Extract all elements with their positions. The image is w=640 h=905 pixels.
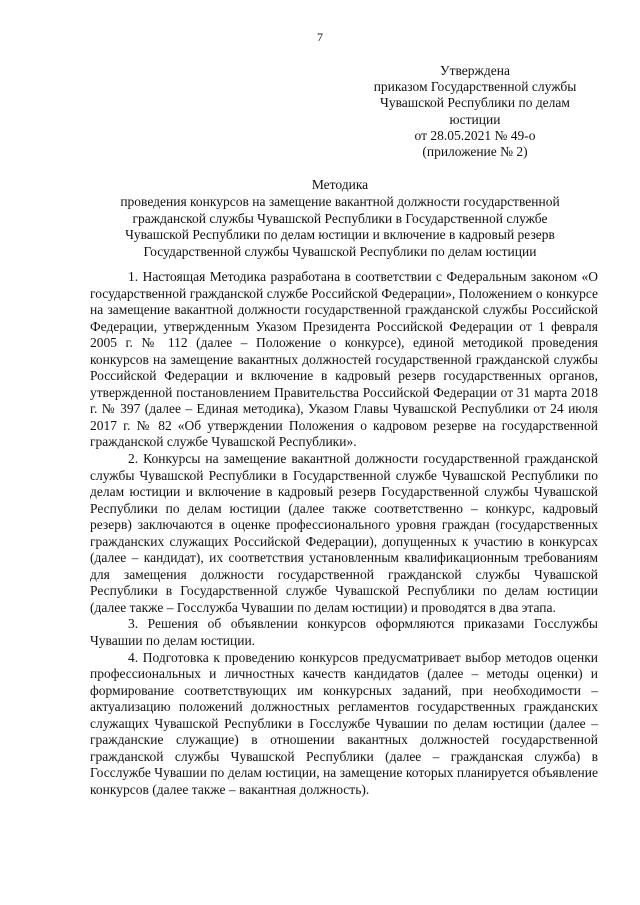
- approval-line: (приложение № 2): [422, 144, 528, 160]
- document-title-block: [90, 177, 590, 261]
- approval-line: Утверждена: [440, 63, 510, 78]
- subtitle-line: Чувашской Республики по делам юстиции и включение в кадровый резерв: [125, 227, 555, 243]
- approval-line: приказом Государственной службы: [373, 79, 577, 95]
- document-subtitle: [90, 194, 590, 261]
- paragraph-3: 3. Решения об объявлении конкурсов оформляются приказами Госслужбы Чувашии по делам юстиции.: [90, 616, 598, 649]
- document-body: [90, 269, 598, 799]
- document-title: Методика: [311, 177, 369, 192]
- paragraph-4: 4. Подготовка к проведению конкурсов предусматривает выбор методов оценки профессиональных и личностных качеств кандидатов (далее – методы оценки) и формирование соответствующих им конкурсных заданий, при необходимости – актуализацию положений должностных регламентов государственных гражданских служащих Чувашской Республики в Госслужбе Чувашии по делам юстиции (далее – гражданские служащие) в отношении вакантных должностей государственной гражданской службы Чувашской Республики (далее – гражданская служба) в Госслужбе Чувашии по делам юстиции, на замещение которых планируется объявление конкурсов (далее также – вакантная должность).: [90, 649, 598, 797]
- approval-line: от 28.05.2021 № 49-о: [414, 127, 536, 143]
- subtitle-line: проведения конкурсов на замещение вакантной должности государственной: [120, 193, 560, 209]
- approval-line: юстиции: [449, 111, 501, 127]
- approval-stamp: [360, 63, 590, 160]
- paragraph-1: 1. Настоящая Методика разработана в соответствии с Федеральным законом «О государственной гражданской службе Российской Федерации», Положением о конкурсе на замещение вакантной должности государственной гражданской службы Российской Федерации, утвержденным Указом Президента Российской Федерации от 1 февраля 2005 г. № 112 (далее – Положение о конкурсе), единой методикой проведения конкурсов на замещение вакантных должностей государственной гражданской службы Российской Федерации и включение в кадровый резерв государственных органов, утвержденной постановлением Правительства Российской Федерации от 31 марта 2018 г. № 397 (далее – Единая методика), Указом Главы Чувашской Республики от 24 июля 2017 г. № 82 «Об утверждении Положения о кадровом резерве на государственной гражданской службе Чувашской Республики».: [90, 269, 598, 450]
- approval-line: Чувашской Республики по делам: [380, 95, 570, 111]
- subtitle-line: Государственной службы Чувашской Республики по делам юстиции: [143, 244, 537, 260]
- page-number: 7: [317, 30, 323, 44]
- paragraph-2: 2. Конкурсы на замещение вакантной должности государственной гражданской службы Чувашской Республики в Государственной службе Чувашской Республики по делам юстиции и включение в кадровый резерв Государственной службы Чувашской Республики по делам юстиции (далее также соответственно – конкурс, кадровый резерв) заключаются в оценке профессионального уровня граждан (государственных гражданских служащих Российской Федерации), допущенных к участию в конкурсах (далее – кандидат), их соответствия установленным квалификационным требованиям для замещения должности государственной гражданской службы Чувашской Республики в Государственной службе Чувашской Республики по делам юстиции (далее также – Госслужба Чувашии по делам юстиции) и проводятся в два этапа.: [90, 451, 598, 615]
- subtitle-line: гражданской службы Чувашской Республики в Государственной службе: [132, 210, 548, 226]
